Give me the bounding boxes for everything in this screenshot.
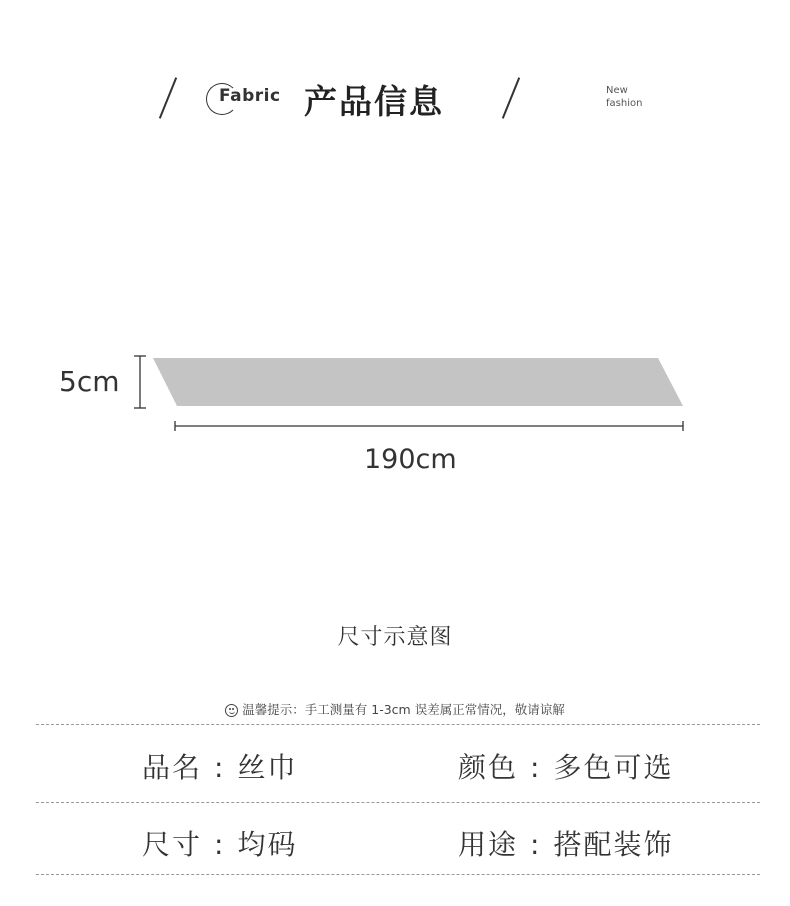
- note-text: 温馨提示：手工测量有 1-3cm 误差属正常情况，敬请谅解: [242, 702, 565, 717]
- spec-color-label: 颜色: [458, 751, 519, 784]
- spec-size-label: 尺寸: [142, 828, 203, 861]
- smile-icon: [225, 704, 238, 717]
- spec-color-value: 多色可选: [553, 751, 674, 784]
- spec-separator: :: [530, 751, 542, 784]
- height-dimension-line: [134, 356, 146, 408]
- tagline-line1: New: [606, 85, 628, 96]
- divider-bottom: [36, 874, 760, 875]
- divider-middle: [36, 802, 760, 803]
- diagram-caption: 尺寸示意图: [337, 625, 453, 650]
- spec-color: [458, 746, 673, 786]
- measurement-note: [0, 700, 790, 718]
- scarf-shape: [153, 358, 683, 406]
- spec-usage-label: 用途: [458, 828, 519, 861]
- page-title: 产品信息: [304, 82, 444, 121]
- height-label: 5cm: [59, 365, 120, 398]
- spec-usage-value: 搭配装饰: [553, 828, 674, 861]
- spec-separator: :: [214, 751, 226, 784]
- spec-name-value: 丝巾: [237, 751, 298, 784]
- width-dimension-line: [175, 421, 683, 431]
- spec-name: [142, 746, 297, 786]
- spec-size: [142, 823, 297, 863]
- spec-separator: :: [214, 828, 226, 861]
- divider-top: [36, 724, 760, 725]
- width-label: 190cm: [364, 444, 457, 475]
- spec-usage: [458, 823, 673, 863]
- fabric-label: Fabric: [219, 86, 281, 106]
- spec-name-label: 品名: [142, 751, 203, 784]
- spec-size-value: 均码: [237, 828, 298, 861]
- spec-separator: :: [530, 828, 542, 861]
- tagline-line2: fashion: [606, 98, 643, 109]
